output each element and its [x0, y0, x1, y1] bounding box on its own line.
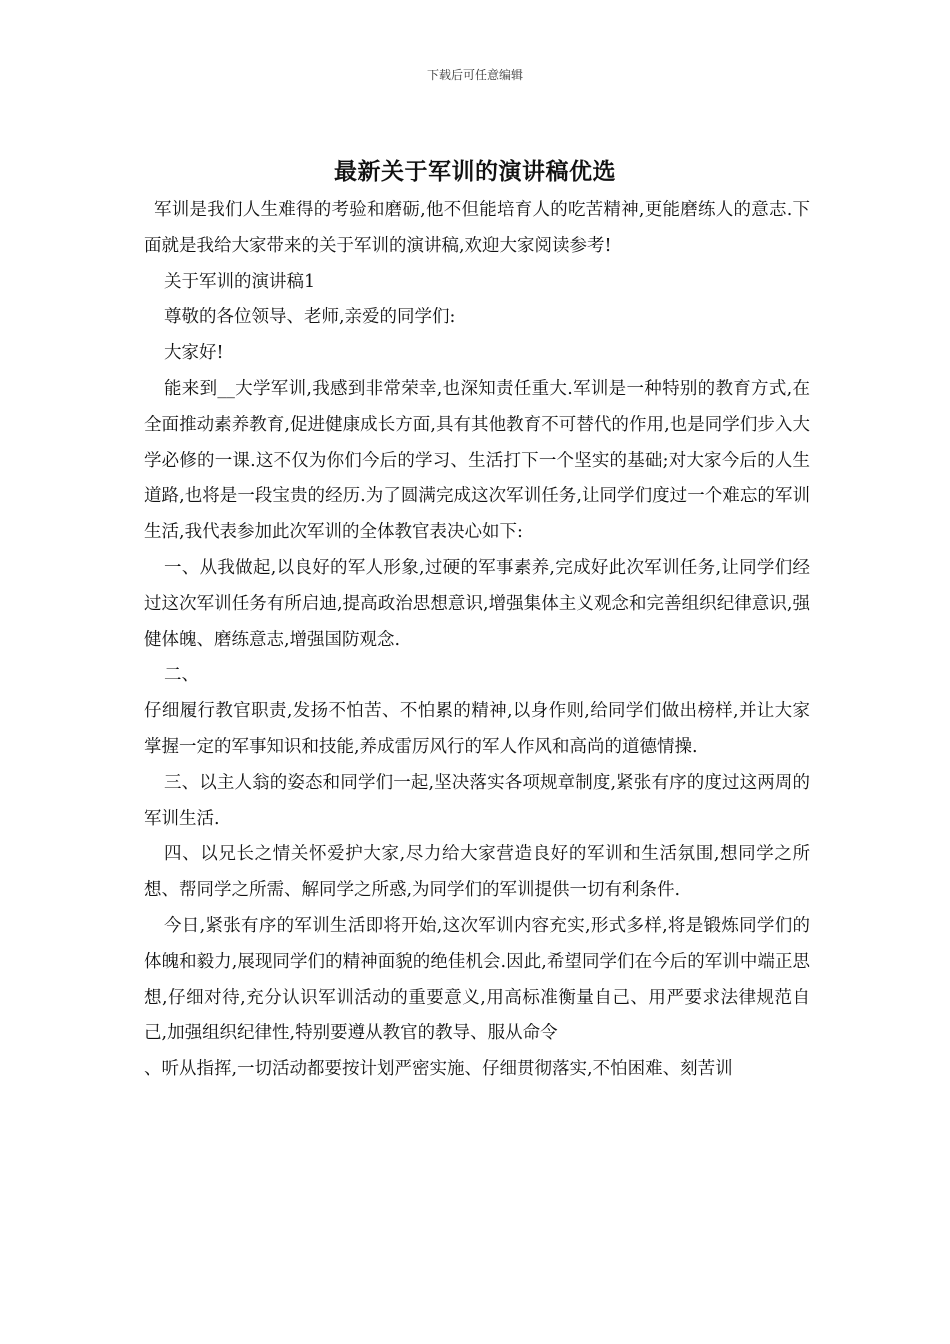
pledge-item-4: 四、以兄长之情关怀爱护大家,尽力给大家营造良好的军训和生活氛围,想同学之所想、帮同学之所需、解同学之所惑,为同学们的军训提供一切有利条件.	[144, 844, 810, 901]
body-paragraph-continued: 、听从指挥,一切活动都要按计划严密实施、仔细贯彻落实,不怕困难、刻苦训	[144, 1059, 733, 1080]
pledge-item-3: 三、以主人翁的姿态和同学们一起,坚决落实各项规章制度,紧张有序的度过这两周的军训生活.	[144, 772, 810, 829]
document-body	[144, 193, 810, 1088]
pledge-item-2-number: 二、	[164, 665, 199, 686]
document-title: 最新关于军训的演讲稿优选	[334, 158, 616, 185]
body-paragraph: 能来到__大学军训,我感到非常荣幸,也深知责任重大.军训是一种特别的教育方式,在全面推动素养教育,促进健康成长方面,具有其他教育不可替代的作用,也是同学们步入大学必修的一课.这不仅为你们今后的学习、生活打下一个坚实的基础;对大家今后的人生道路,也将是一段宝贵的经历.为了圆满完成这次军训任务,让同学们度过一个难忘的军训生活,我代表参加此次军训的全体教官表决心如下:	[144, 378, 810, 543]
salutation: 尊敬的各位领导、老师,亲爱的同学们:	[164, 307, 456, 328]
body-paragraph: 今日,紧张有序的军训生活即将开始,这次军训内容充实,形式多样,将是锻炼同学们的体魄和毅力,展现同学们的精神面貌的绝佳机会.因此,希望同学们在今后的军训中端正思想,仔细对待,充分认识军训活动的重要意义,用高标准衡量自己、用严要求法律规范自己,加强组织纪律性,特别要遵从教官的教导、服从命令	[144, 915, 810, 1044]
greeting: 大家好!	[164, 343, 224, 364]
intro-paragraph: 军训是我们人生难得的考验和磨砺,他不但能培育人的吃苦精神,更能磨练人的意志.下面就是我给大家带来的关于军训的演讲稿,欢迎大家阅读参考!	[144, 200, 810, 256]
header-note: 下载后可任意编辑	[426, 68, 523, 82]
speech-heading: 关于军训的演讲稿1	[164, 271, 316, 292]
pledge-item-1: 一、从我做起,以良好的军人形象,过硬的军事素养,完成好此次军训任务,让同学们经过这次军训任务有所启迪,提高政治思想意识,增强集体主义观念和完善组织纪律意识,强健体魄、磨练意志,增强国防观念.	[144, 557, 810, 650]
pledge-item-2: 仔细履行教官职责,发扬不怕苦、不怕累的精神,以身作则,给同学们做出榜样,并让大家掌握一定的军事知识和技能,养成雷厉风行的军人作风和高尚的道德情操.	[144, 701, 810, 757]
